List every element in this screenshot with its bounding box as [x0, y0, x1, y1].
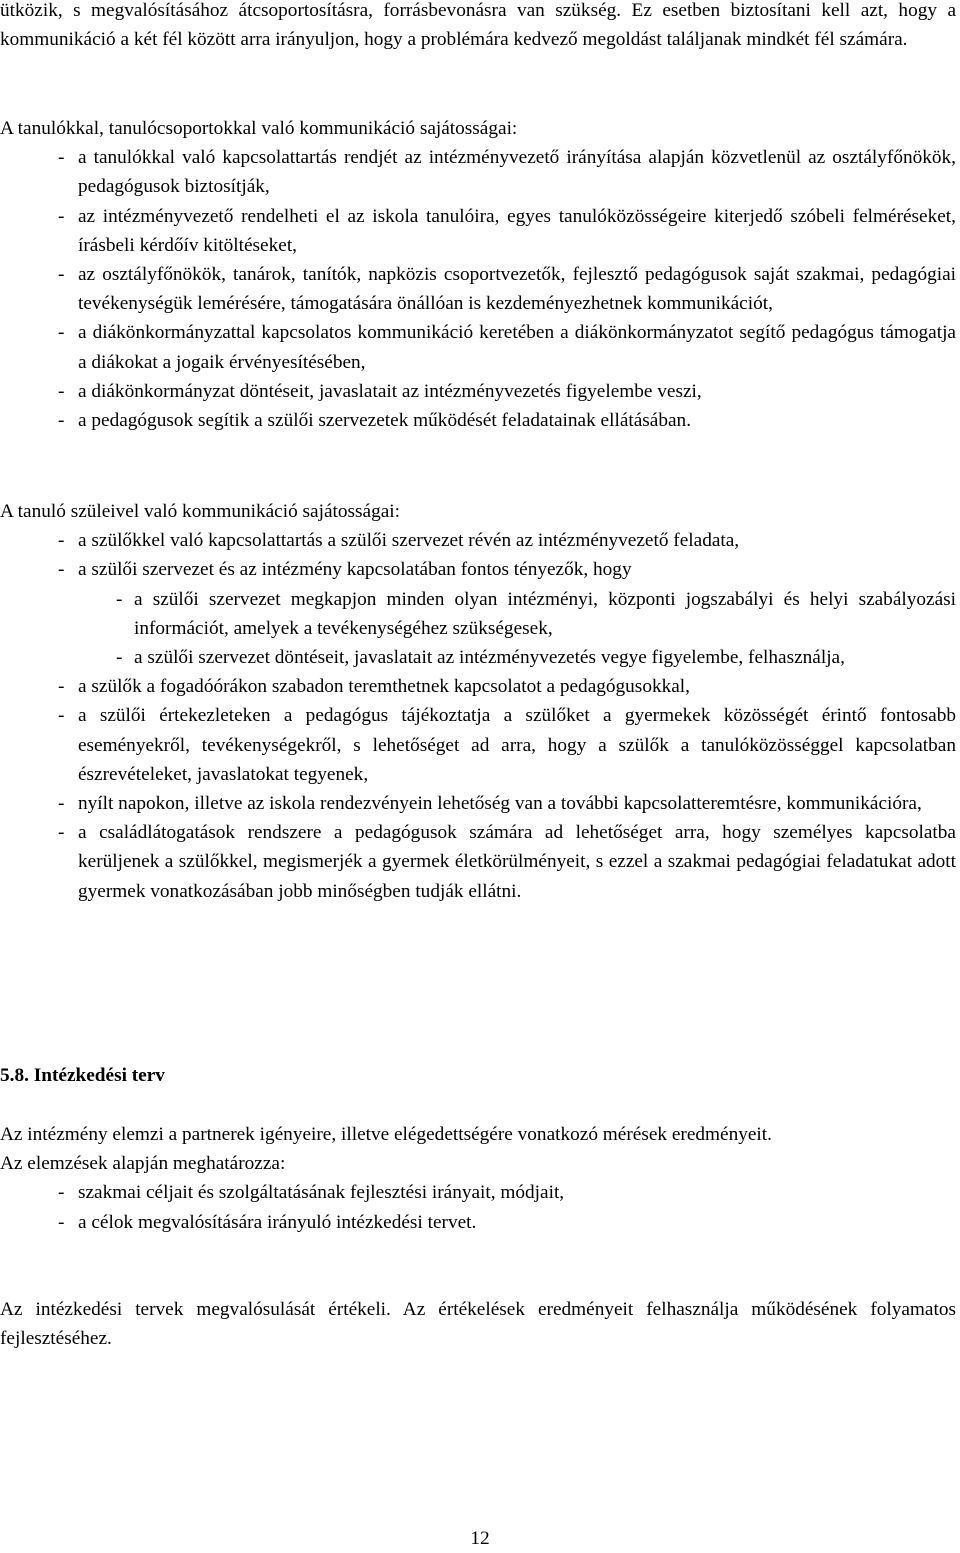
list-item: - a diákönkormányzat döntéseit, javaslatait az intézményvezetés figyelembe veszi,: [58, 380, 702, 402]
list-item: - a diákönkormányzattal kapcsolatos kommunikáció keretében a diákönkormányzatot segítő pedagógus támogatja a diákokat a jogaik érvényesítésében,: [58, 322, 956, 373]
list-item: - a szülői értekezleteken a pedagógus tájékoztatja a szülőket a gyermekek közösségét érintő fontosabb eseményekről, tevékenységekről, s lehetőséget ad arra, hogy a szülők a tanulóközösséggel kapcsolatban észrevételeket, javaslatokat tegyenek,: [58, 705, 956, 785]
intro-block: [0, 0, 956, 54]
parents-heading: A tanuló szüleivel való kommunikáció sajátosságai:: [0, 501, 401, 522]
section-paragraph: Az intézkedési tervek megvalósulását értékeli. Az értékelések eredményeit felhasználja működésének folyamatos fejlesztéséhez.: [0, 1299, 956, 1350]
list-item: - a szülőkkel való kapcsolattartás a szülői szervezet révén az intézményvezető feladata,: [58, 530, 740, 552]
parents-block: [0, 497, 956, 906]
list-item: - az intézményvezető rendelheti el az iskola tanulóira, egyes tanulóközösségeire kiterjedő szóbeli felméréseket, írásbeli kérdőív kitöltéseket,: [58, 205, 956, 256]
section-heading: [0, 1061, 956, 1090]
section-title: Intézkedési terv: [33, 1065, 165, 1086]
intro-paragraph: ütközik, s megvalósításához átcsoportosításra, forrásbevonásra van szükség. Ez esetben biztosítani kell azt, hogy a kommunikáció a két fél között arra irányuljon, hogy a problémára kedvező megoldást találjanak mindkét fél számára.: [0, 0, 956, 51]
list-item: - a szülői szervezet és az intézmény kapcsolatában fontos tényezők, hogy: [58, 559, 632, 581]
list-item: - a családlátogatások rendszere a pedagógusok számára ad lehetőséget arra, hogy személyes kapcsolatba kerüljenek a szülőkkel, megismerjék a gyermek életkörülményeit, s ezzel a szakmai pedagógiai feladatukat adott gyermek vonatkozásában jobb minőségben tudják ellátni.: [58, 822, 956, 902]
section-body-2: [0, 1295, 956, 1353]
students-heading: A tanulókkal, tanulócsoportokkal való kommunikáció sajátosságai:: [0, 118, 518, 139]
section-number: 5.8.: [0, 1065, 29, 1086]
section-paragraph: Az intézmény elemzi a partnerek igényeire, illetve elégedettségére vonatkozó mérések eredményeit.: [0, 1124, 772, 1145]
students-block: [0, 114, 956, 435]
list-item: - a célok megvalósítására irányuló intézkedési tervet.: [58, 1211, 477, 1233]
list-item: - a tanulókkal való kapcsolattartás rendjét az intézményvezető irányítása alapján közvetlenül az osztályfőnökök, pedagógusok biztosítják,: [58, 147, 956, 198]
sub-list-item: - a szülői szervezet megkapjon minden olyan intézményi, központi jogszabályi és helyi szabályozási információt, amelyek a tevékenységéhez szükségesek,: [116, 588, 956, 639]
section-body-1: [0, 1120, 956, 1237]
sub-list-item: - a szülői szervezet döntéseit, javaslatait az intézményvezetés vegye figyelembe, felhasználja,: [116, 647, 845, 669]
list-item: - szakmai céljait és szolgáltatásának fejlesztési irányait, módjait,: [58, 1182, 565, 1204]
list-item: - nyílt napokon, illetve az iskola rendezvényein lehetőség van a további kapcsolatteremtésre, kommunikációra,: [58, 793, 922, 815]
section-paragraph: Az elemzések alapján meghatározza:: [0, 1153, 286, 1175]
list-item: - a szülők a fogadóórákon szabadon teremthetnek kapcsolatot a pedagógusokkal,: [58, 676, 690, 698]
list-item: - az osztályfőnökök, tanárok, tanítók, napközis csoportvezetők, fejlesztő pedagógusok saját szakmai, pedagógiai tevékenységük lemérésére, támogatására önállóan is kezdeményezhetnek kommunikációt,: [58, 264, 956, 315]
list-item: - a pedagógusok segítik a szülői szervezetek működését feladatainak ellátásában.: [58, 410, 692, 432]
section-heading-block: [0, 1061, 956, 1090]
page-number: 12: [470, 1528, 490, 1549]
